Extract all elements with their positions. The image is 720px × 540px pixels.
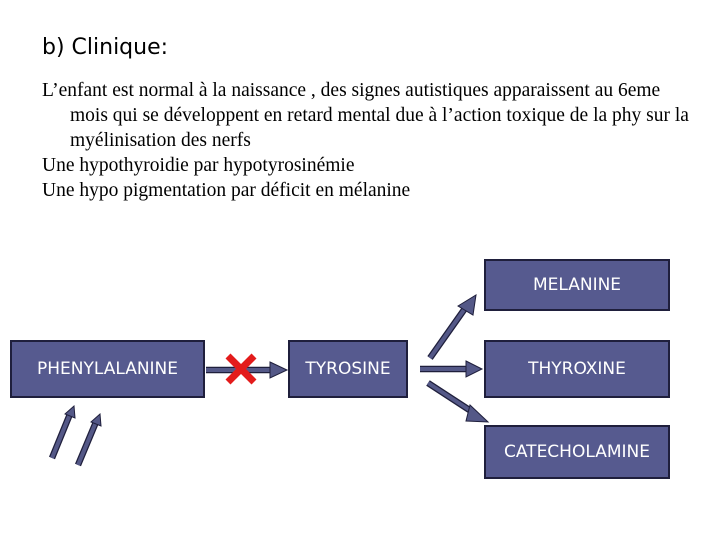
increase-arrows-icon (52, 406, 101, 465)
slide-title: b) Clinique: (42, 35, 169, 60)
paragraph-hypothyroidie: Une hypothyroidie par hypotyrosinémie (42, 155, 355, 176)
node-catecholamine: CATECHOLAMINE (484, 425, 670, 479)
arrow-tyrosine-to-thyroxine (420, 361, 482, 377)
node-melanine: MELANINE (484, 259, 670, 311)
node-thyroxine: THYROXINE (484, 340, 670, 398)
node-phenylalanine: PHENYLALANINE (10, 340, 205, 398)
node-tyrosine: TYROSINE (288, 340, 408, 398)
arrow-to-catecholamine (428, 383, 488, 422)
paragraph-hypopigmentation: Une hypo pigmentation par déficit en mélanine (42, 180, 411, 201)
arrow-to-melanine (430, 295, 476, 358)
paragraph-clinical-description: L’enfant est normal à la naissance , des signes autistiques apparaissent au 6eme mois qui se développent en retard mental due à l’action toxique de la phy sur la myélinisation des nerfs (42, 80, 689, 151)
